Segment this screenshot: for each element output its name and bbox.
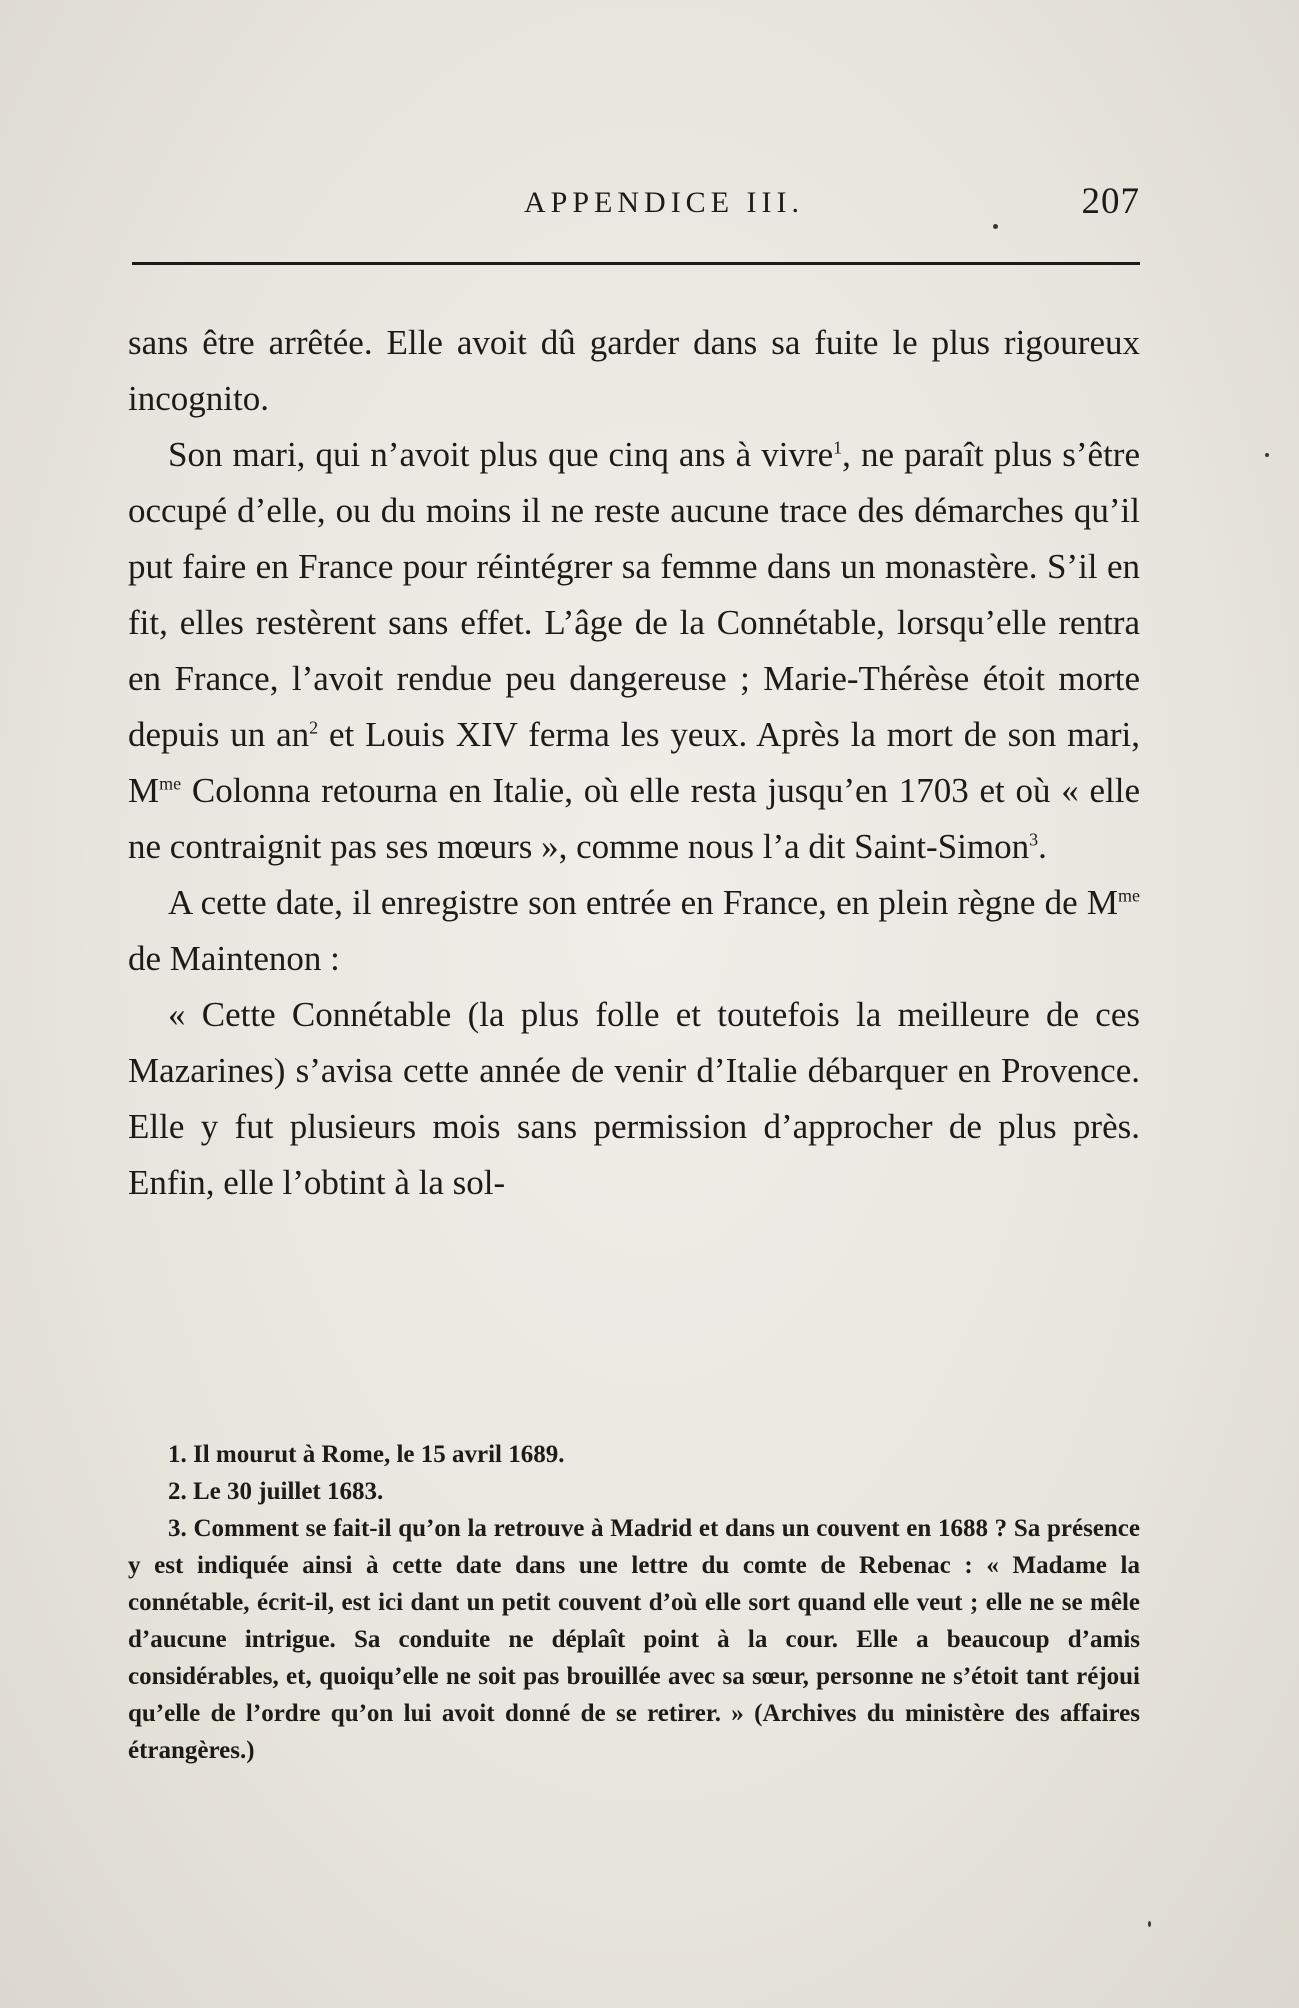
- paragraph-1: sans être arrêtée. Elle avoit dû garder dans sa fuite le plus rigoureux incognito.: [128, 323, 1140, 418]
- ink-speck: [1148, 1921, 1151, 1927]
- paragraph-3-text-b: de Maintenon :: [128, 939, 340, 978]
- paragraph-4: « Cette Connétable (la plus folle et toutefois la meilleure de ces Mazarines) s’avisa cette année de venir d’Italie débarquer en Provence. Elle y fut plusieurs mois sans permission d’approcher de plus près. Enfin, elle l’obtint à la sol-: [128, 995, 1140, 1202]
- footnote-ref-1: 1: [833, 437, 843, 458]
- paragraph-2-text-e: .: [1038, 827, 1047, 866]
- page-header: [128, 181, 1140, 236]
- paragraph-2-text-c: et Louis XIV ferma les yeux. Après la mort de son mari, M: [128, 715, 1140, 810]
- running-head: APPENDICE III.: [524, 186, 804, 219]
- ink-speck: [1265, 453, 1269, 457]
- footnote-3: 3. Comment se fait-il qu’on la retrouve à Madrid et dans un couvent en 1688 ? Sa présence y est indiquée ainsi à cette date dans une lettre du comte de Rebenac : « Madame la connétable, écrit-il, est ici dant un petit couvent d’où elle sort quand elle veut ; elle ne se mêle d’aucune intrigue. Sa conduite ne déplaît point à la cour. Elle a beaucoup d’amis considérables, et, quoiqu’elle ne soit pas brouillée avec sa sœur, personne ne s’étoit tant réjoui qu’elle de l’ordre qu’on lui avoit donné de se retirer. » (Archives du ministère des affaires étrangères.): [128, 1515, 1140, 1764]
- paragraph-2-text-a: Son mari, qui n’avoit plus que cinq ans à vivre: [168, 435, 834, 474]
- paragraph-2: [128, 427, 1140, 875]
- paragraph-2-text-b: , ne paraît plus s’être occupé d’elle, ou du moins il ne reste aucune trace des démarches qu’il put faire en France pour réintégrer sa femme dans un monastère. S’il en fit, elles restèrent sans effet. L’âge de la Connétable, lorsqu’elle rentra en France, l’avoit rendue peu dangereuse ; Marie-Thérèse étoit morte depuis un an: [128, 435, 1140, 754]
- ink-speck: [993, 224, 998, 229]
- footnote-ref-2: 2: [309, 717, 319, 738]
- main-text: [128, 315, 1140, 1211]
- madame-abbrev: me: [159, 773, 182, 794]
- footnote-2: 2. Le 30 juillet 1683.: [168, 1478, 384, 1505]
- footnotes: [128, 1436, 1140, 1769]
- paragraph-3-text-a: A cette date, il enregistre son entrée en France, en plein règne de M: [168, 883, 1118, 922]
- paragraph-3: [128, 875, 1140, 987]
- paragraph-2-text-d: Colonna retourna en Italie, où elle resta jusqu’en 1703 et où « elle ne contraignit pas ses mœurs », comme nous l’a dit Saint-Simon: [128, 771, 1140, 866]
- header-rule: [132, 262, 1140, 265]
- page-number: 207: [1081, 181, 1140, 222]
- footnote-ref-3: 3: [1029, 829, 1039, 850]
- footnote-1: 1. Il mourut à Rome, le 15 avril 1689.: [168, 1441, 565, 1468]
- madame-abbrev: me: [1118, 885, 1140, 906]
